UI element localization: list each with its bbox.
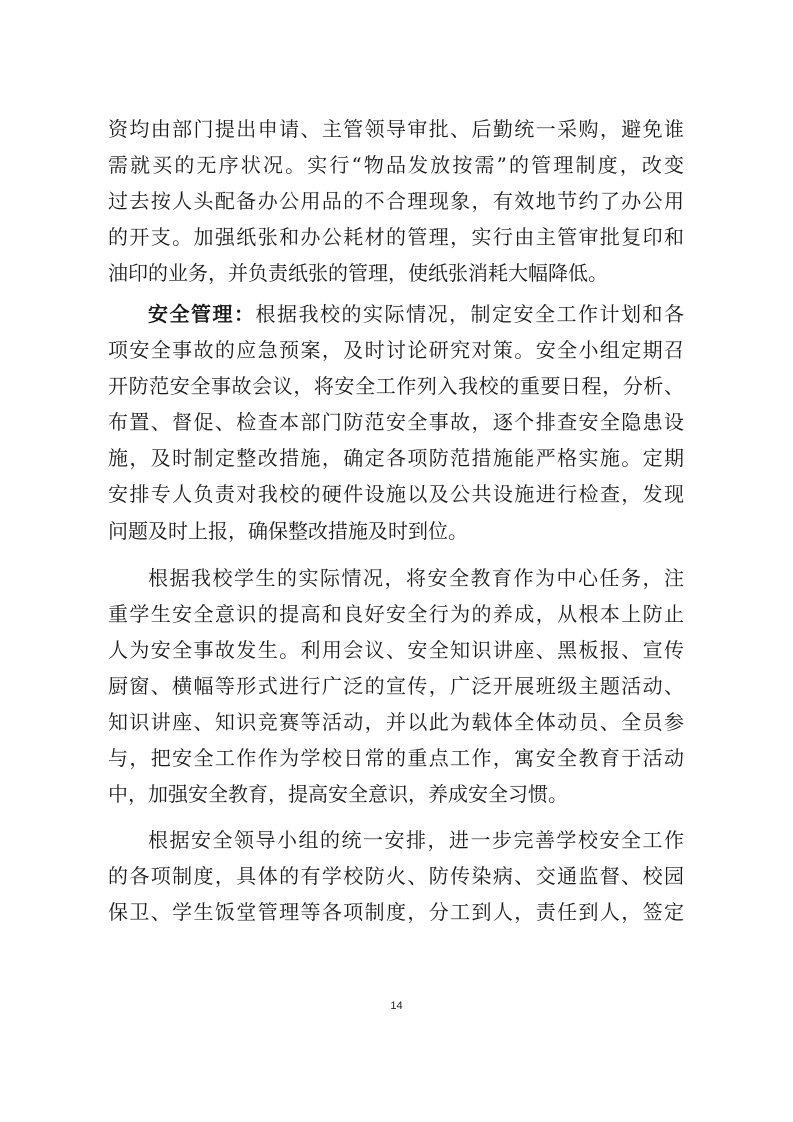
paragraph-line: 安排专人负责对我校的硬件设施以及公共设施进行检查，发现 — [108, 482, 684, 506]
paragraph-line: 项安全事故的应急预案，及时讨论研究对策。安全小组定期召 — [108, 338, 684, 362]
paragraph-first-line: 根据我校学生的实际情况，将安全教育作为中心任务，注 — [148, 566, 684, 590]
page-number: 14 — [390, 1000, 403, 1012]
paragraph-line: 施，及时制定整改措施，确定各项防范措施能严格实施。定期 — [108, 446, 684, 470]
paragraph-line: 过去按人头配备办公用品的不合理现象，有效地节约了办公用 — [108, 189, 684, 213]
paragraph-line: 保卫、学生饭堂管理等各项制度，分工到人，责任到人，签定 — [108, 900, 684, 924]
paragraph-line: 与，把安全工作作为学校日常的重点工作，寓安全教育于活动 — [108, 746, 684, 770]
paragraph-line: 重学生安全意识的提高和良好安全行为的养成，从根本上防止 — [108, 602, 684, 626]
section-text: 根据我校的实际情况，制定安全工作计划和各 — [255, 302, 684, 326]
paragraph-line: 的各项制度，具体的有学校防火、防传染病、交通监督、校园 — [108, 864, 684, 888]
paragraph-line: 问题及时上报，确保整改措施及时到位。 — [108, 519, 468, 543]
section-heading-safety: 安全管理： — [148, 302, 256, 326]
paragraph-line: 布置、督促、检查本部门防范安全事故，逐个排查安全隐患设 — [108, 410, 684, 434]
paragraph-line: 资均由部门提出申请、主管领导审批、后勤统一采购，避免谁 — [108, 117, 684, 141]
paragraph-line: 厨窗、横幅等形式进行广泛的宣传，广泛开展班级主题活动、 — [108, 674, 684, 698]
paragraph-line: 的开支。加强纸张和办公耗材的管理，实行由主管审批复印和 — [108, 225, 684, 249]
paragraph-line: 人为安全事故发生。利用会议、安全知识讲座、黑板报、宣传 — [108, 638, 684, 662]
paragraph-line: 开防范安全事故会议，将安全工作列入我校的重要日程，分析、 — [108, 374, 684, 398]
paragraph-line: 知识讲座、知识竞赛等活动，并以此为载体全体动员、全员参 — [108, 710, 684, 734]
paragraph-first-line: 根据安全领导小组的统一安排，进一步完善学校安全工作 — [148, 828, 684, 852]
paragraph-line: 需就买的无序状况。实行“物品发放按需”的管理制度，改变 — [108, 153, 684, 177]
paragraph-line: 中，加强安全教育，提高安全意识，养成安全习惯。 — [108, 782, 568, 806]
paragraph-line: 油印的业务，并负责纸张的管理，使纸张消耗大幅降低。 — [108, 261, 608, 285]
section-first-line — [148, 296, 684, 332]
